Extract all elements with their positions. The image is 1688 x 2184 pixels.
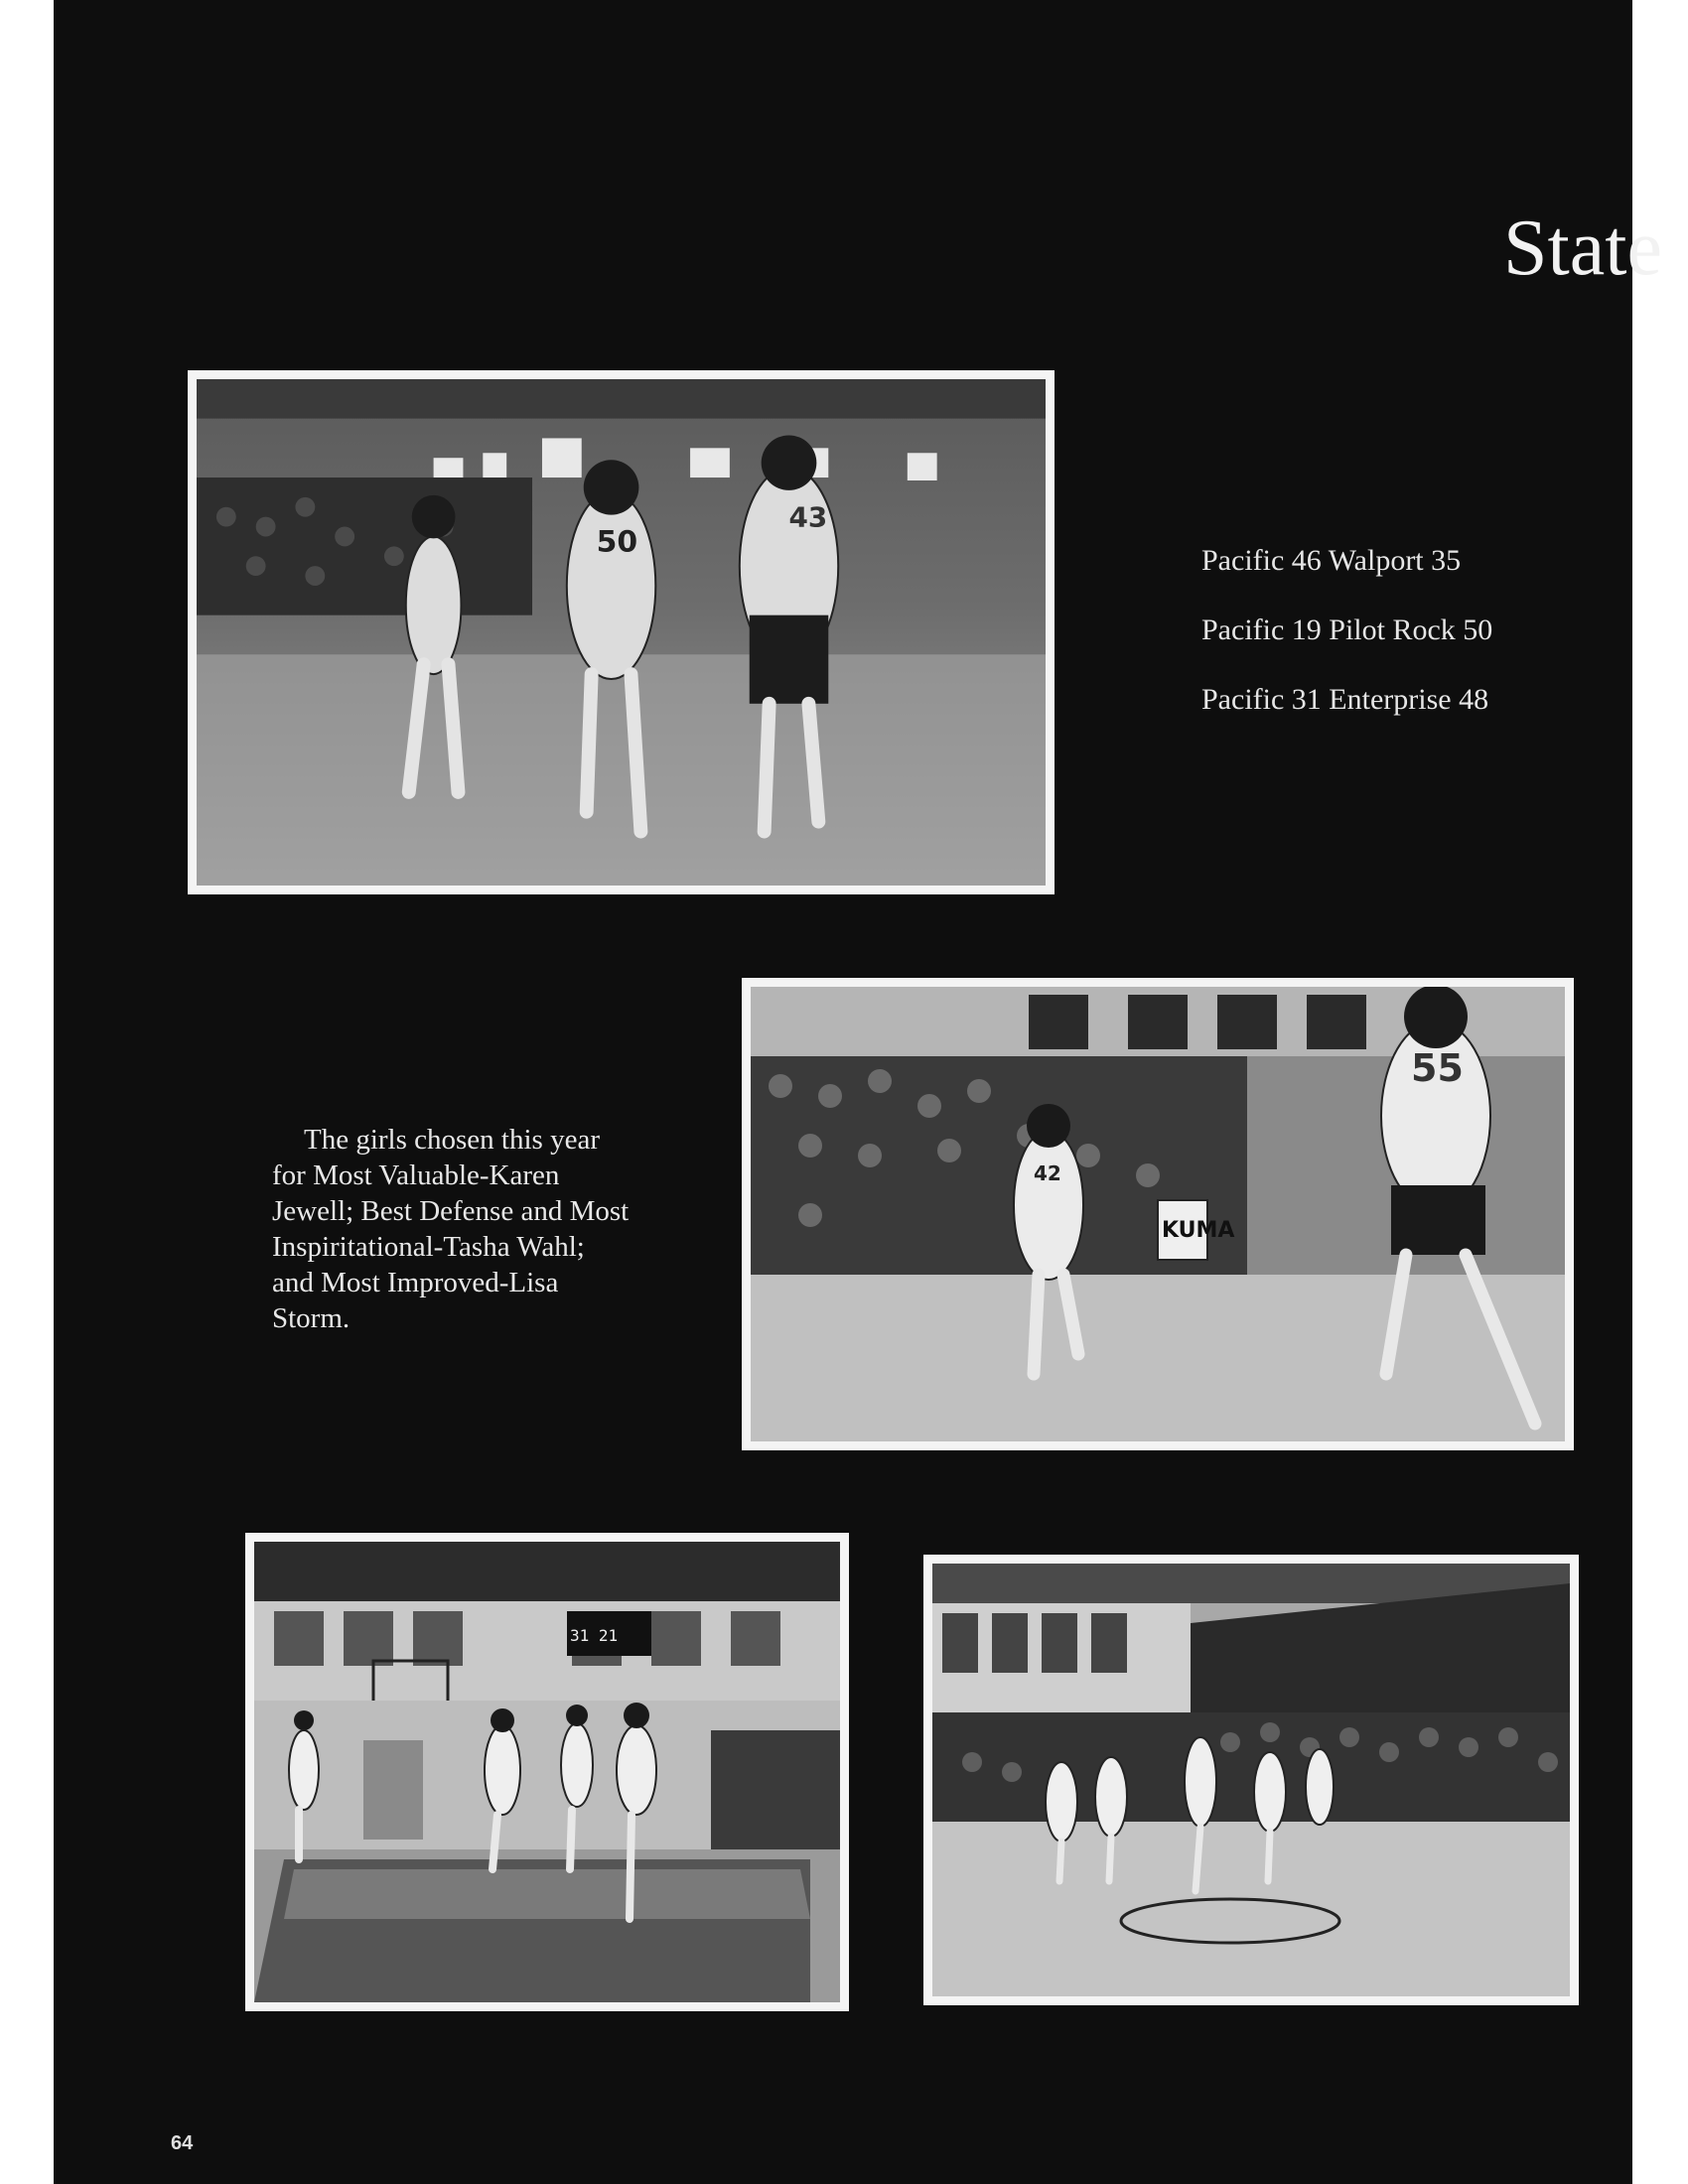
jersey-number: 55 xyxy=(1411,1046,1464,1090)
score-line: Pacific 46 Walport 35 xyxy=(1201,544,1462,577)
score-line: Pacific 31 Enterprise 48 xyxy=(1201,683,1489,716)
caption-line: The girls chosen this year xyxy=(304,1124,600,1156)
caption-line: and Most Improved-Lisa xyxy=(272,1267,559,1298)
caption-line: Inspiritational-Tasha Wahl; xyxy=(272,1231,585,1263)
score-list xyxy=(1201,526,1492,735)
score-line: Pacific 19 Pilot Rock 50 xyxy=(1201,614,1493,646)
jersey-number: 43 xyxy=(788,500,828,534)
photo-image xyxy=(751,987,1565,1441)
jersey-number: 50 xyxy=(596,524,638,560)
photo-game-action-4 xyxy=(923,1555,1579,2005)
caption-line: Storm. xyxy=(272,1302,351,1334)
photo-game-action-2 xyxy=(742,978,1574,1450)
photo-game-action-3 xyxy=(245,1533,849,2011)
photo-image xyxy=(197,379,1046,886)
scoreboard-text: 31 21 xyxy=(570,1626,619,1645)
awards-caption xyxy=(272,1122,749,1336)
sign-text: KUMA xyxy=(1162,1218,1235,1243)
jersey-number: 42 xyxy=(1034,1161,1061,1185)
page-number: 64 xyxy=(171,2132,194,2154)
caption-line: Jewell; Best Defense and Most xyxy=(272,1195,630,1227)
page-title: State xyxy=(1503,205,1662,292)
yearbook-page xyxy=(54,0,1662,2184)
photo-image xyxy=(932,1564,1570,1996)
photo-game-action-1 xyxy=(188,370,1055,894)
photo-image xyxy=(254,1542,840,2002)
caption-line: for Most Valuable-Karen xyxy=(272,1160,560,1191)
